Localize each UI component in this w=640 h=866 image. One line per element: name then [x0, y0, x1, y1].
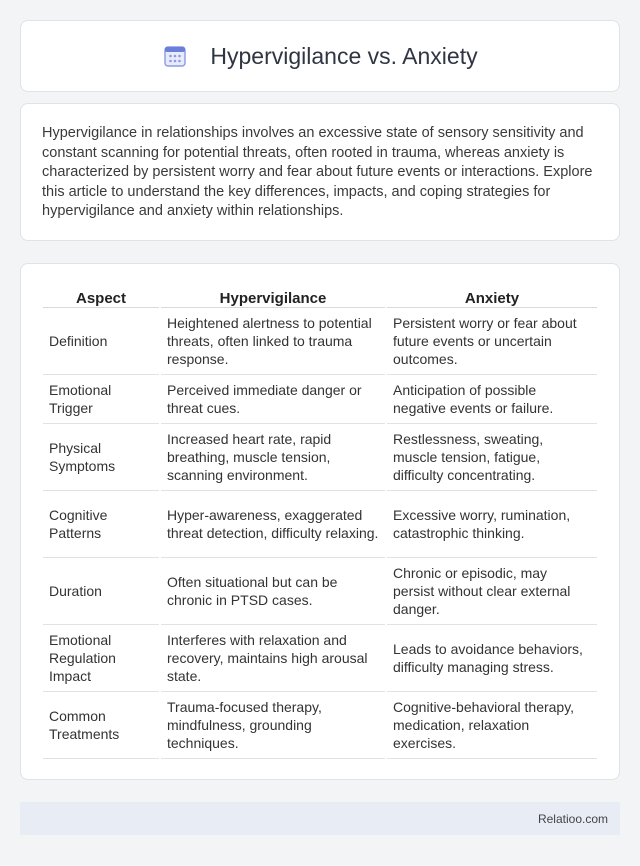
row-aspect: Common Treatments	[43, 692, 159, 759]
table-row	[43, 692, 597, 759]
row-anxiety: Persistent worry or fear about future events or uncertain outcomes.	[387, 308, 597, 375]
column-header-hypervigilance: Hypervigilance	[161, 284, 385, 308]
row-aspect: Definition	[43, 308, 159, 375]
table-row	[43, 491, 597, 558]
row-anxiety: Cognitive-behavioral therapy, medication, relaxation exercises.	[387, 692, 597, 759]
calendar-icon	[162, 44, 188, 68]
row-anxiety: Leads to avoidance behaviors, difficulty managing stress.	[387, 625, 597, 692]
page-title: Hypervigilance vs. Anxiety	[210, 42, 478, 69]
row-hypervigilance: Often situational but can be chronic in PTSD cases.	[161, 558, 385, 625]
header-card	[20, 20, 620, 92]
row-hypervigilance: Perceived immediate danger or threat cues.	[161, 375, 385, 424]
row-hypervigilance: Interferes with relaxation and recovery, maintains high arousal state.	[161, 625, 385, 692]
table-row	[43, 558, 597, 625]
comparison-table	[41, 284, 599, 759]
row-aspect: Duration	[43, 558, 159, 625]
table-row	[43, 308, 597, 375]
row-hypervigilance: Hyper-awareness, exaggerated threat detection, difficulty relaxing.	[161, 491, 385, 558]
row-aspect: Cognitive Patterns	[43, 491, 159, 558]
row-hypervigilance: Increased heart rate, rapid breathing, muscle tension, scanning environment.	[161, 424, 385, 491]
footer-bar	[20, 802, 620, 835]
row-hypervigilance: Trauma-focused therapy, mindfulness, grounding techniques.	[161, 692, 385, 759]
row-aspect: Emotional Trigger	[43, 375, 159, 424]
column-header-aspect: Aspect	[43, 284, 159, 308]
column-header-anxiety: Anxiety	[387, 284, 597, 308]
intro-card	[20, 103, 620, 241]
intro-paragraph: Hypervigilance in relationships involves an excessive state of sensory sensitivity and constant scanning for potential threats, often rooted in trauma, whereas anxiety is characterized by persistent worry and fear about future events or interactions. Explore this article to understand the key differences, impacts, and coping strategies for hypervigilance and anxiety within relationships.	[42, 125, 593, 220]
row-anxiety: Excessive worry, rumination, catastrophic thinking.	[387, 491, 597, 558]
row-anxiety: Chronic or episodic, may persist without clear external danger.	[387, 558, 597, 625]
row-anxiety: Restlessness, sweating, muscle tension, fatigue, difficulty concentrating.	[387, 424, 597, 491]
comparison-card	[20, 263, 620, 780]
table-row	[43, 424, 597, 491]
table-row	[43, 625, 597, 692]
row-aspect: Physical Symptoms	[43, 424, 159, 491]
footer-site-link[interactable]: Relatioo.com	[537, 811, 608, 826]
row-hypervigilance: Heightened alertness to potential threats, often linked to trauma response.	[161, 308, 385, 375]
row-anxiety: Anticipation of possible negative events or failure.	[387, 375, 597, 424]
row-aspect: Emotional Regulation Impact	[43, 625, 159, 692]
table-row	[43, 375, 597, 424]
table-header-row	[43, 284, 597, 308]
